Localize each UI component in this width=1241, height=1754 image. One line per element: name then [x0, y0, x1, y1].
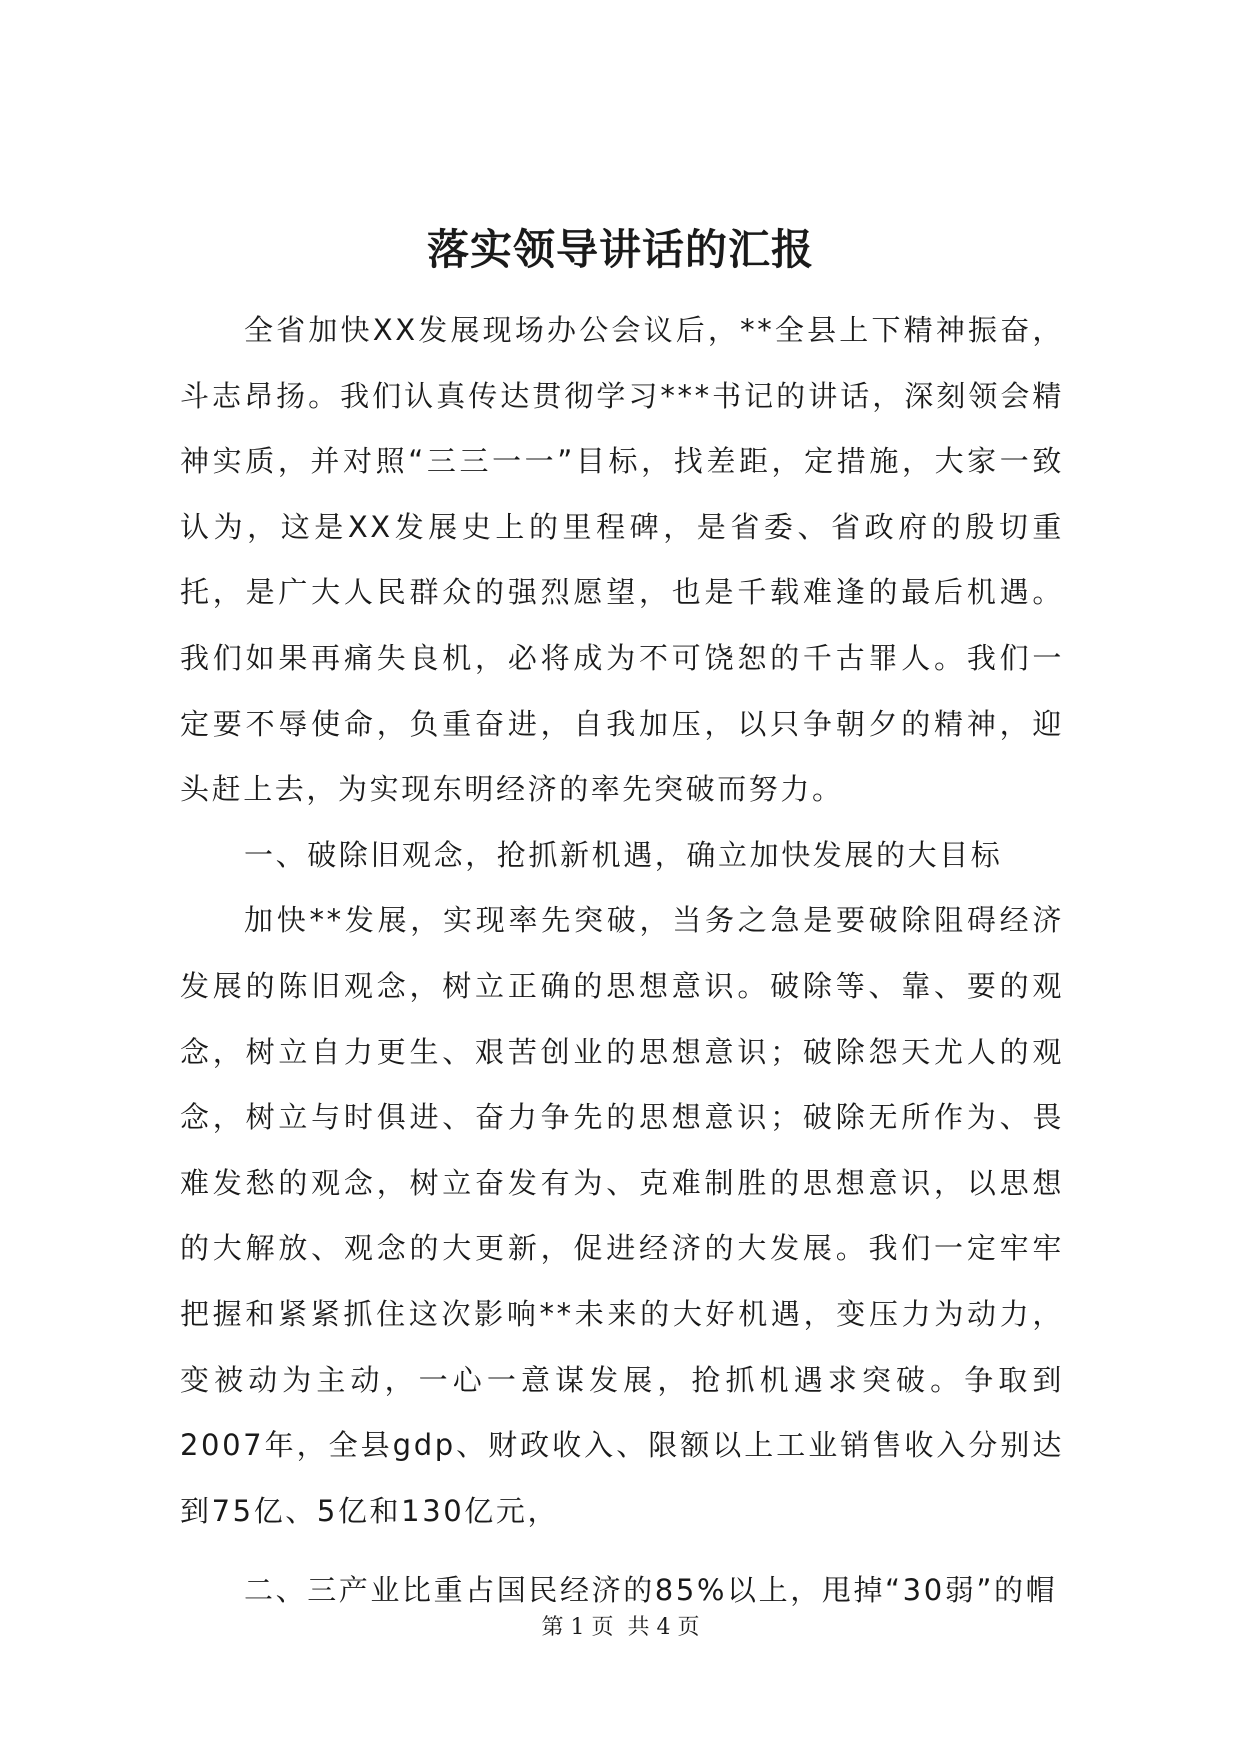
page-number-label: 第 1 页 共 4 页 — [541, 1615, 700, 1640]
paragraph-intro: 全省加快XX发展现场办公会议后，**全县上下精神振奋，斗志昂扬。我们认真传达贯彻学习***书记的讲话，深刻领会精神实质，并对照“三三一一”目标，找差距，定措施，大家一致认为，这是XX发展史上的里程碑，是省委、省政府的殷切重托，是广大人民群众的强烈愿望，也是千载难逢的最后机遇。我们如果再痛失良机，必将成为不可饶恕的千古罪人。我们一定要不辱使命，负重奋进，自我加压，以只争朝夕的精神，迎头赶上去，为实现东明经济的率先突破而努力。 — [180, 313, 1064, 807]
paragraph-section-1: 加快**发展，实现率先突破，当务之急是要破除阻碍经济发展的陈旧观念，树立正确的思想意识。破除等、靠、要的观念，树立自力更生、艰苦创业的思想意识；破除怨天尤人的观念，树立与时俱进、奋力争先的思想意识；破除无所作为、畏难发愁的观念，树立奋发有为、克难制胜的思想意识，以思想的大解放、观念的大更新，促进经济的大发展。我们一定牢牢把握和紧紧抓住这次影响**未来的大好机遇，变压力为动力，变被动为主动，一心一意谋发展，抢抓机遇求突破。争取到2007年，全县gdp、财政收入、限额以上工业销售收入分别达到75亿、5亿和130亿元， — [180, 903, 1064, 1528]
document-title: 落实领导讲话的汇报 — [426, 225, 814, 274]
page-footer — [0, 1613, 1241, 1643]
paragraph-section-2-start: 二、三产业比重占国民经济的85%以上，甩掉“30弱”的帽 — [244, 1573, 1058, 1608]
section-heading-1: 一、破除旧观念，抢抓新机遇，确立加快发展的大目标 — [244, 837, 1003, 872]
document-body — [180, 298, 1064, 1624]
